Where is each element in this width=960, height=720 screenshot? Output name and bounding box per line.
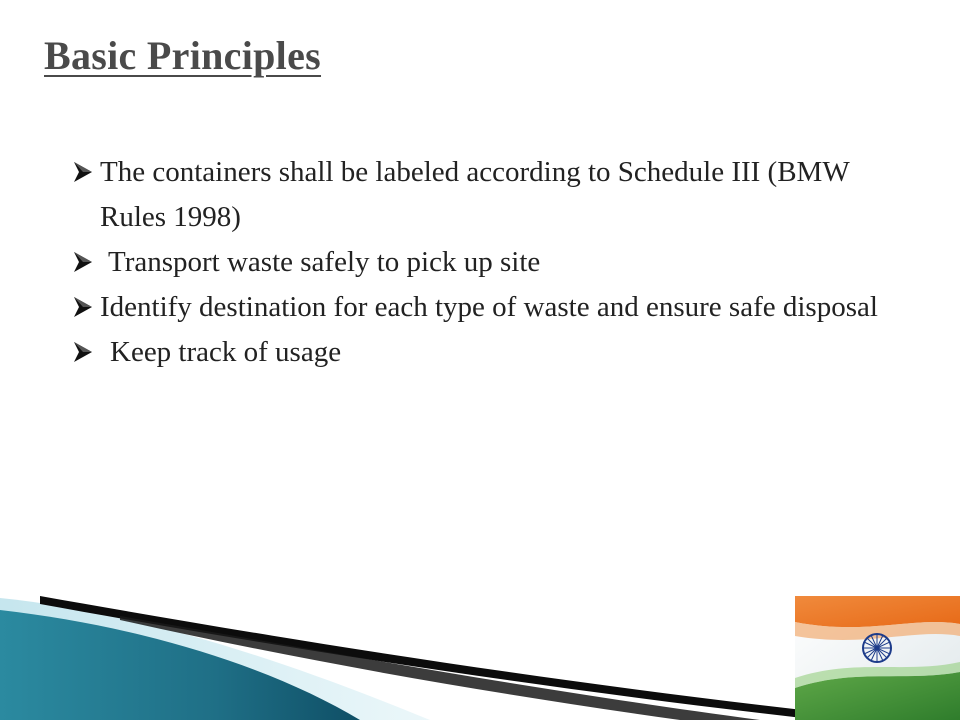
arrow-bullet-icon — [74, 297, 92, 317]
bullet-item — [76, 330, 906, 375]
bullet-list — [76, 150, 906, 375]
bullet-text: Keep track of usage — [110, 336, 342, 368]
slide-title: Basic Principles — [44, 33, 322, 78]
bullet-item — [76, 150, 906, 240]
bullet-item — [76, 240, 906, 285]
bullet-item — [76, 285, 906, 330]
arrow-bullet-icon — [74, 342, 92, 362]
arrow-bullet-icon — [74, 252, 92, 272]
bullet-text: The containers shall be labeled according to Schedule III (BMW Rules 1998) — [100, 156, 850, 233]
wave-swoosh-decoration — [0, 580, 820, 720]
arrow-bullet-icon — [74, 162, 92, 182]
bullet-text: Transport waste safely to pick up site — [108, 246, 541, 278]
india-flag-image — [795, 596, 960, 720]
bullet-text: Identify destination for each type of waste and ensure safe disposal — [100, 291, 878, 323]
